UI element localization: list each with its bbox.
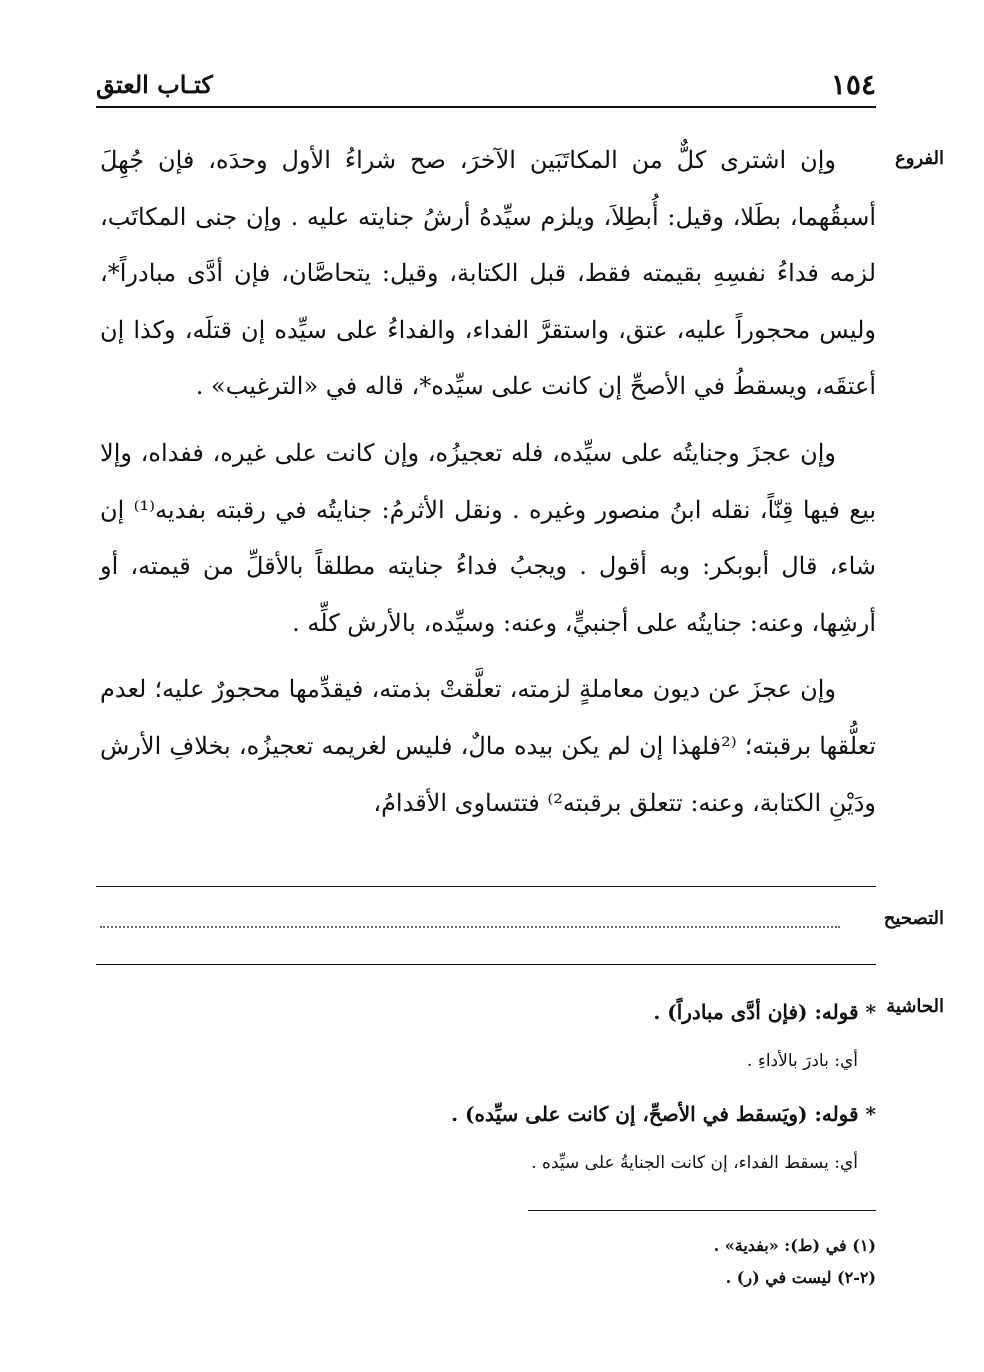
main-paragraph: وإن عجزَ عن ديون معاملةٍ لزمته، تعلَّقتْ بذمته، فيقدِّمها محجورٌ عليه؛ لعدم تعلُّقها برقبته؛ ⁽²فلهذا إن لم يكن بيده مالٌ، فليس لغريمه تعجيزُه، بخلافِ الأرش ودَيْنِ الكتابة، وعنه: تتعلق برقبته²⁾ فتتساوى الأقدامُ، <box>100 675 876 817</box>
book-title: كتـاب العتق <box>96 70 213 99</box>
label-tashih: التصحيح <box>883 908 944 929</box>
divider-rule <box>96 886 876 887</box>
main-paragraph: وإن عجزَ وجنايتُه على سيِّده، فله تعجيزُه، وإن كانت على غيره، ففداه، وإلا بيع فيها قِنّاً، نقله ابنُ منصور وغيره . ونقل الأثرمُ: جنايتُه في رقبته بفديه⁽¹⁾ إن شاء، قال أبوبكر: وبه أقول . ويجبُ فداءُ جنايته مطلقاً بالأقلِّ من قيمته، أو أرشِها، وعنه: جنايتُه على أجنبيٍّ، وعنه: وسيِّده، بالأرش كلِّه . <box>100 438 876 637</box>
header-rule <box>96 106 876 108</box>
hashiya-notes <box>150 996 876 1178</box>
hashiya-explanation: أي: يسقط الفداء، إن كانت الجنايةُ على سيِّده . <box>531 1153 858 1173</box>
footnote: (١) في (ط): «بفدية» . <box>713 1236 876 1255</box>
footnotes <box>500 1230 876 1294</box>
label-hashiya: الحاشية <box>886 996 944 1017</box>
running-header <box>96 68 876 102</box>
hashiya-explanation: أي: بادرَ بالأداءِ . <box>747 1051 858 1071</box>
footnote: (٢-٢) ليست في (ر) . <box>725 1268 876 1287</box>
hashiya-quote: * قوله: (فإن أدَّى مبادراً) . <box>653 1000 876 1024</box>
label-furu: الفروع <box>895 148 944 169</box>
main-text <box>100 132 876 831</box>
hashiya-quote: * قوله: (ويَسقط في الأصحِّ، إن كانت على سيِّده) . <box>451 1102 876 1126</box>
tashih-dotted-line <box>100 926 840 928</box>
main-paragraph: وإن اشترى كلٌّ من المكاتَبَين الآخرَ، صح شراءُ الأول وحدَه، فإن جُهِلَ أسبقُهما، بطَلا، وقيل: أُبطِلاَ، ويلزم سيِّدهُ أرشُ جنايته عليه . وإن جنى المكاتَب، لزمه فداءُ نفسِهِ بقيمته فقط، قبل الكتابة، وقيل: يتحاصَّان، فإن أدَّى مبادراً*، وليس محجوراً عليه، عتق، واستقرَّ الفداء، والفداءُ على سيِّده إن قتلَه، وكذا إن أعتقَه، ويسقطُ في الأصحِّ إن كانت على سيِّده*، قاله في «الترغيب» . <box>100 146 877 401</box>
footnote-rule <box>528 1210 876 1211</box>
page-number: ١٥٤ <box>830 68 876 101</box>
divider-rule <box>96 964 876 965</box>
